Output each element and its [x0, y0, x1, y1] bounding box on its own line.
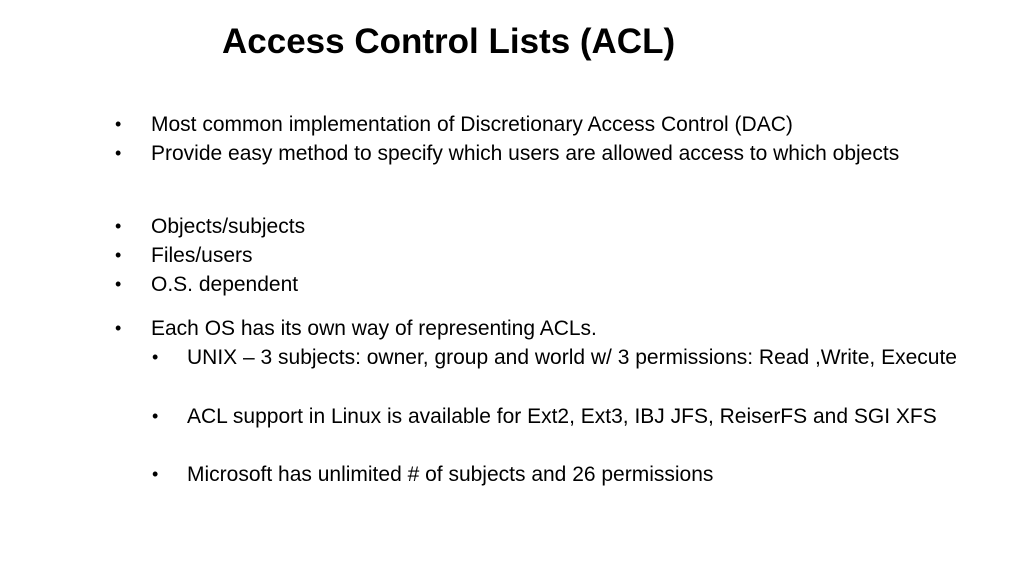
slide-title: Access Control Lists (ACL) [222, 22, 676, 61]
list-item-text: Files/users [151, 244, 253, 267]
list-item-text: Provide easy method to specify which users are allowed access to which objects [151, 142, 900, 165]
list-item-text: Objects/subjects [151, 215, 306, 238]
sub-list-item-text: Microsoft has unlimited # of subjects and 26 permissions [187, 463, 714, 486]
list-item [115, 314, 951, 343]
list-item-text: Each OS has its own way of representing ACLs. [151, 317, 597, 340]
list-item [115, 212, 951, 241]
bullet-icon: • [115, 143, 122, 163]
list-item [115, 270, 951, 299]
bullet-icon: • [115, 274, 122, 294]
bullet-icon: • [152, 464, 159, 484]
list-item-text: Most common implementation of Discretionary Access Control (DAC) [151, 113, 793, 136]
sub-list-item [152, 460, 1007, 489]
bullet-icon: • [115, 318, 122, 338]
list-item [115, 139, 951, 168]
bullet-icon: • [152, 406, 159, 426]
bullet-icon: • [115, 216, 122, 236]
bullet-icon: • [152, 347, 159, 367]
list-item [115, 241, 951, 270]
bullet-icon: • [115, 114, 122, 134]
sub-list-item-text: ACL support in Linux is available for Ext2, Ext3, IBJ JFS, ReiserFS and SGI XFS [187, 405, 937, 428]
sub-list-item-text: UNIX – 3 subjects: owner, group and world w/ 3 permissions: Read ,Write, Execute [187, 346, 957, 369]
list-item-text: O.S. dependent [151, 273, 299, 296]
sub-list-item [152, 402, 1007, 431]
list-item [115, 110, 951, 139]
bullet-icon: • [115, 245, 122, 265]
sub-list-item [152, 343, 1007, 372]
